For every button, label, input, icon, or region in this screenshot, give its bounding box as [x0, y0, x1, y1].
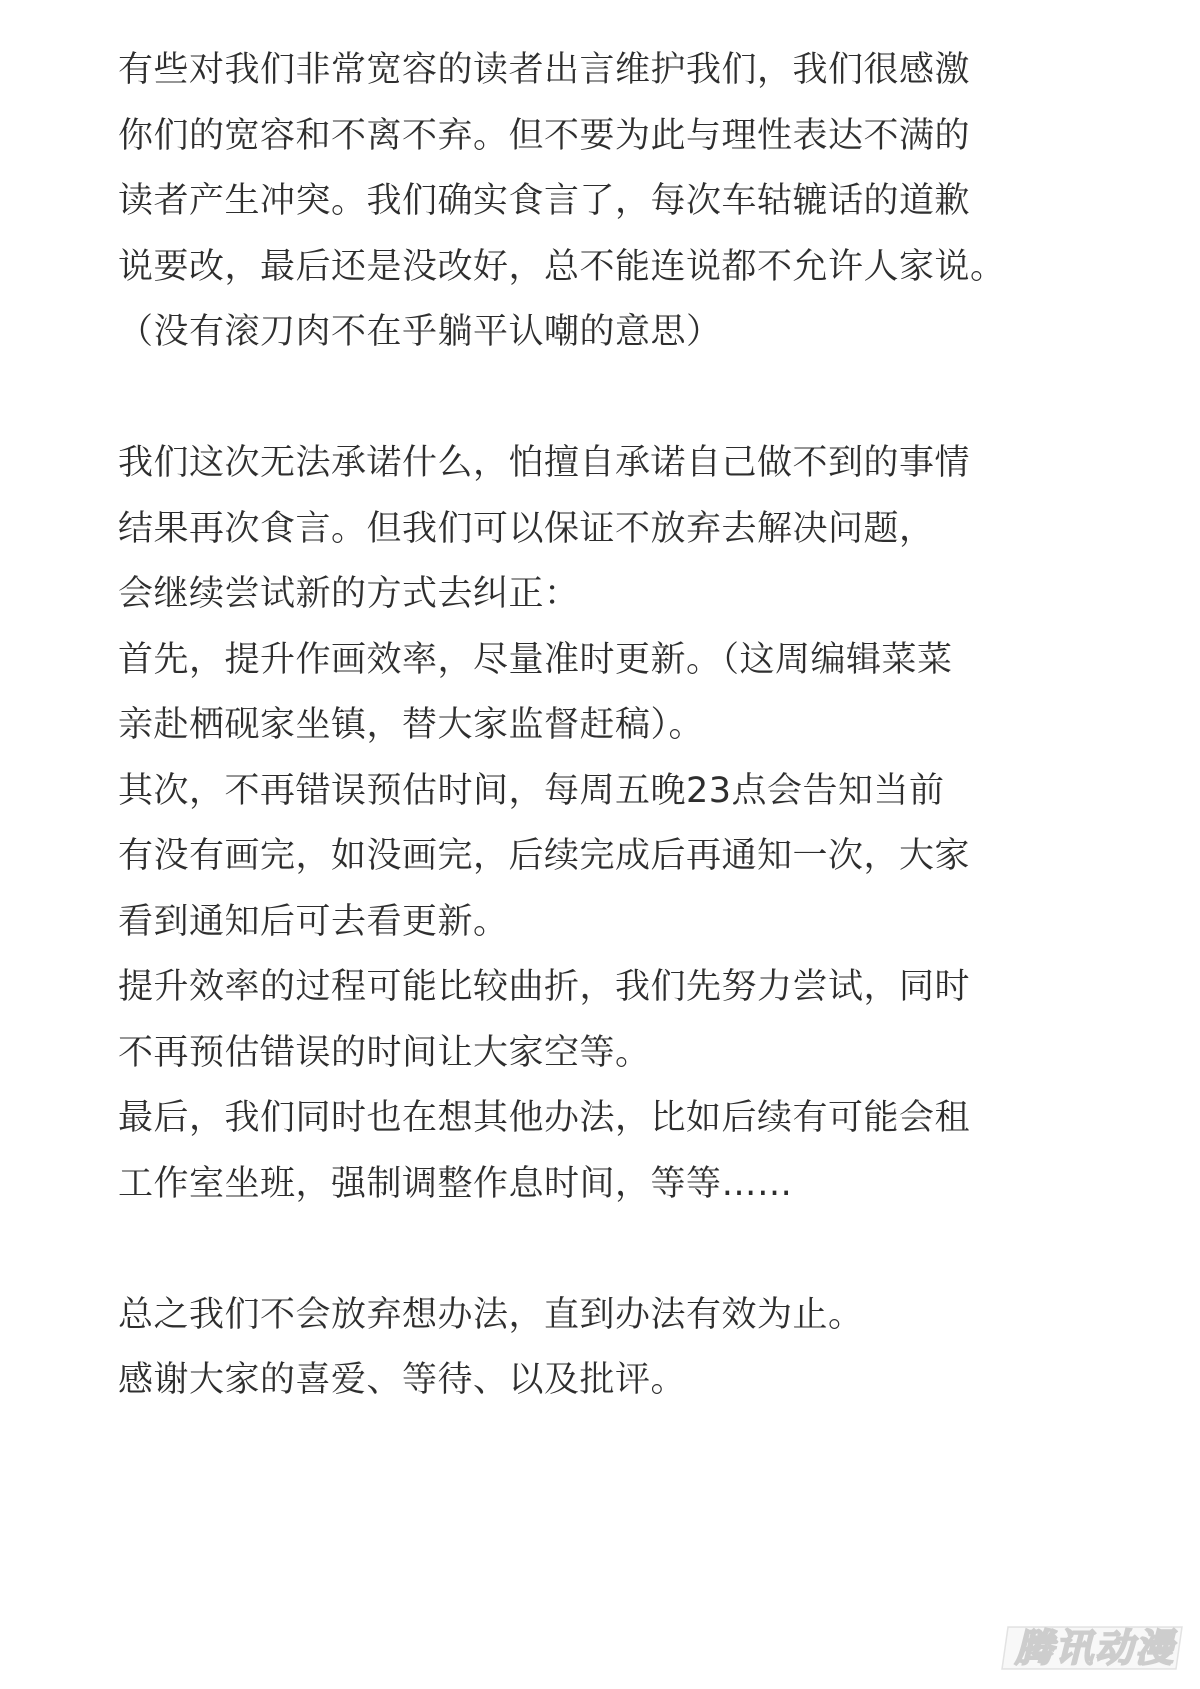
text-line: 结果再次食言。但我们可以保证不放弃去解决问题， — [118, 508, 935, 549]
paragraph-spacer — [118, 1217, 1118, 1283]
text-line: 总之我们不会放弃想办法，直到办法有效为止。 — [118, 1294, 864, 1335]
text-line: 首先，提升作画效率，尽量准时更新。（这周编辑菜菜 — [118, 639, 953, 680]
text-line: 亲赴栖砚家坐镇，替大家监督赶稿）。 — [118, 705, 705, 745]
text-line: 提升效率的过程可能比较曲折，我们先努力尝试，同时 — [118, 967, 971, 1007]
paragraph-1 — [118, 38, 1118, 366]
text-line: （没有滚刀肉不在乎躺平认嘲的意思） — [118, 312, 722, 352]
paragraph-2 — [118, 431, 1118, 1217]
text-line: 感谢大家的喜爱、等待、以及批评。 — [118, 1360, 687, 1400]
text-line: 你们的宽容和不离不弃。但不要为此与理性表达不满的 — [118, 115, 971, 156]
text-line: 读者产生冲突。我们确实食言了，每次车轱辘话的道歉 — [118, 181, 971, 221]
text-line: 其次，不再错误预估时间，每周五晚23点会告知当前 — [118, 770, 945, 811]
text-line: 我们这次无法承诺什么，怕擅自承诺自己做不到的事情 — [118, 443, 971, 483]
article-body — [118, 38, 1118, 1414]
text-line: 说要改，最后还是没改好，总不能连说都不允许人家说。 — [118, 246, 1006, 287]
text-line: 工作室坐班，强制调整作息时间，等等…… — [118, 1163, 793, 1204]
watermark-text: 腾讯动漫 — [1014, 1626, 1175, 1670]
text-line: 看到通知后可去看更新。 — [118, 901, 509, 942]
text-line: 不再预估错误的时间让大家空等。 — [118, 1032, 651, 1073]
text-line: 有些对我们非常宽容的读者出言维护我们，我们很感激 — [118, 50, 971, 90]
text-line: 会继续尝试新的方式去纠正： — [118, 574, 580, 614]
paragraph-spacer — [118, 366, 1118, 432]
text-line: 最后，我们同时也在想其他办法，比如后续有可能会租 — [118, 1098, 971, 1138]
paragraph-3 — [118, 1283, 1118, 1414]
tencent-comic-watermark — [1000, 1621, 1190, 1675]
text-line: 有没有画完，如没画完，后续完成后再通知一次，大家 — [118, 836, 971, 876]
